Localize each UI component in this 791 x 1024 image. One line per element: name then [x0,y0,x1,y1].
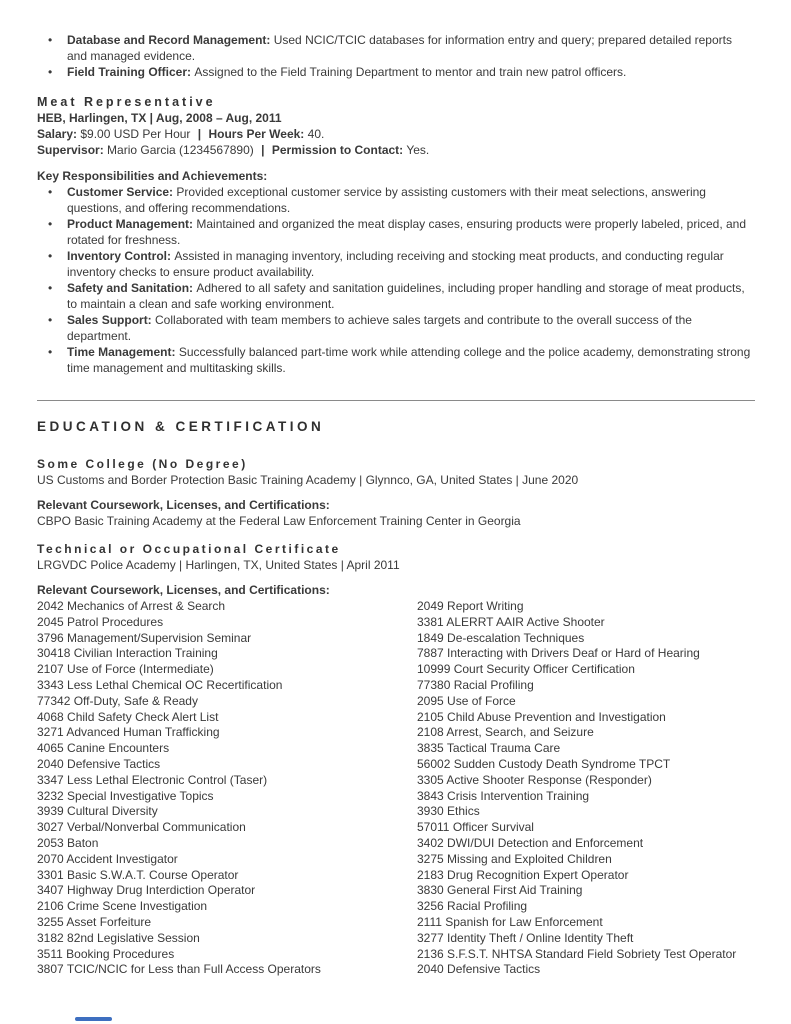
course-item: 3277 Identity Theft / Online Identity Theft [417,930,634,945]
degree-some-college: Some College (No Degree) [37,457,248,471]
course-item: 3843 Crisis Intervention Training [417,788,590,803]
job-title: Meat Representative [37,95,216,109]
course-item: 2183 Drug Recognition Expert Operator [417,867,629,882]
course-item: 56002 Sudden Custody Death Syndrome TPCT [417,756,671,771]
course-item: 2040 Defensive Tactics [417,962,541,977]
responsibilities-heading: Key Responsibilities and Achievements: [37,169,268,183]
bullet-item [67,184,755,216]
section-divider [37,400,755,401]
bullet-item [67,312,755,344]
bullet-label: Database and Record Management: [67,33,274,47]
course-item: 3343 Less Lethal Chemical OC Recertification [37,677,283,692]
salary-value: $9.00 USD Per Hour [80,127,191,141]
bullet-label: Inventory Control: [67,249,175,263]
responsibilities-bullet-list [37,184,755,376]
course-item: 3301 Basic S.W.A.T. Course Operator [37,867,239,882]
course-item: 2045 Patrol Procedures [37,614,164,629]
course-item: 77380 Racial Profiling [417,677,534,692]
job-company-line: HEB, Harlingen, TX | Aug, 2008 – Aug, 2011 [37,111,282,125]
course-item: 3796 Management/Supervision Seminar [37,630,252,645]
bullet-label: Field Training Officer: [67,65,195,79]
bullet-label: Customer Service: [67,185,177,199]
course-item: 2108 Arrest, Search, and Seizure [417,725,594,740]
bullet-text: Successfully balanced part-time work while attending college and the police academy, demonstrating strong time management and multitasking skills. [67,345,751,375]
course-item: 3027 Verbal/Nonverbal Communication [37,820,246,835]
pipe-separator: | [261,143,265,157]
page-bottom-link-fragment[interactable] [75,1017,112,1021]
supervisor-label: Supervisor: [37,143,104,157]
course-item: 2070 Accident Investigator [37,851,178,866]
course-item: 3402 DWI/DUI Detection and Enforcement [417,835,644,850]
permission-value: Yes. [406,143,430,157]
course-column-left [37,599,417,978]
course-item: 2107 Use of Force (Intermediate) [37,662,214,677]
course-item: 2053 Baton [37,835,99,850]
course-item: 2095 Use of Force [417,693,516,708]
course-item: 2105 Child Abuse Prevention and Investigation [417,709,666,724]
course-item: 3256 Racial Profiling [417,899,528,914]
degree-technical-certificate: Technical or Occupational Certificate [37,542,341,556]
pipe-separator: | [197,127,202,141]
course-item: 1849 De-escalation Techniques [417,630,585,645]
course-item: 3930 Ethics [417,804,480,819]
course-item: 3275 Missing and Exploited Children [417,851,612,866]
bullet-item [67,216,755,248]
bullet-item [67,248,755,280]
course-item: 7887 Interacting with Drivers Deaf or Hard of Hearing [417,646,700,661]
course-column-right [417,599,755,978]
prior-role-bullet-list [37,32,755,80]
course-item: 2040 Defensive Tactics [37,756,161,771]
course-item: 3347 Less Lethal Electronic Control (Taser) [37,772,268,787]
institution-line-technical-certificate: LRGVDC Police Academy | Harlingen, TX, United States | April 2011 [37,558,400,572]
education-section-heading: EDUCATION & CERTIFICATION [37,419,325,434]
bullet-item [67,64,755,80]
course-item: 4068 Child Safety Check Alert List [37,709,219,724]
course-item: 77342 Off-Duty, Safe & Ready [37,693,198,708]
bullet-item [67,280,755,312]
course-item: 3271 Advanced Human Trafficking [37,725,220,740]
course-item: 57011 Officer Survival [417,820,534,835]
bullet-label: Safety and Sanitation: [67,281,197,295]
course-item: 3232 Special Investigative Topics [37,788,214,803]
bullet-label: Product Management: [67,217,197,231]
course-item: 4065 Canine Encounters [37,741,170,756]
course-item: 3381 ALERRT AAIR Active Shooter [417,614,605,629]
course-item: 2049 Report Writing [417,599,524,613]
coursework-heading-technical-certificate: Relevant Coursework, Licenses, and Certifications: [37,583,330,597]
course-item: 2111 Spanish for Law Enforcement [417,914,603,929]
course-item: 2136 S.F.S.T. NHTSA Standard Field Sobriety Test Operator [417,946,737,961]
institution-line-some-college: US Customs and Border Protection Basic Training Academy | Glynnco, GA, United States | June 2020 [37,473,579,487]
coursework-heading-some-college: Relevant Coursework, Licenses, and Certifications: [37,498,330,512]
course-item: 2106 Crime Scene Investigation [37,899,208,914]
job-salary-line [37,126,755,142]
bullet-text: Maintained and organized the meat display cases, ensuring products were properly labeled, priced, and rotated for freshness. [67,217,747,247]
course-item: 3807 TCIC/NCIC for Less than Full Access Operators [37,962,321,977]
course-item: 30418 Civilian Interaction Training [37,646,218,661]
hours-value: 40. [307,127,325,141]
course-item: 3511 Booking Procedures [37,946,175,961]
course-item: 3407 Highway Drug Interdiction Operator [37,883,256,898]
course-item: 3830 General First Aid Training [417,883,583,898]
bullet-text: Adhered to all safety and sanitation guidelines, including proper handling and storage of meat products, to maintain a clean and safe working environment. [67,281,745,311]
salary-label: Salary: [37,127,78,141]
coursework-text-some-college: CBPO Basic Training Academy at the Federal Law Enforcement Training Center in Georgia [37,514,521,528]
course-item: 2042 Mechanics of Arrest & Search [37,599,226,613]
supervisor-value: Mario Garcia (1234567890) [107,143,254,157]
course-item: 3835 Tactical Trauma Care [417,741,561,756]
hours-label: Hours Per Week: [208,127,305,141]
job-supervisor-line [37,142,755,158]
bullet-text: Assisted in managing inventory, including receiving and stocking meat products, and conducting regular inventory checks to ensure product availability. [67,249,724,279]
bullet-label: Time Management: [67,345,179,359]
bullet-text: Provided exceptional customer service by assisting customers with their meat selections, answering questions, and offering recommendations. [67,185,706,215]
course-item: 3939 Cultural Diversity [37,804,158,819]
bullet-item [67,344,755,376]
bullet-label: Sales Support: [67,313,156,327]
course-item: 3255 Asset Forfeiture [37,914,152,929]
course-item: 3182 82nd Legislative Session [37,930,200,945]
bullet-text: Used NCIC/TCIC databases for information entry and query; prepared detailed reports and managed evidence. [67,33,732,63]
bullet-text: Collaborated with team members to achieve sales targets and contribute to the overall success of the department. [67,313,692,343]
course-item: 3305 Active Shooter Response (Responder) [417,772,652,787]
course-columns [37,599,755,978]
bullet-text: Assigned to the Field Training Department to mentor and train new patrol officers. [194,65,627,79]
course-item: 10999 Court Security Officer Certification [417,662,635,677]
permission-label: Permission to Contact: [271,143,404,157]
bullet-item [67,32,755,64]
